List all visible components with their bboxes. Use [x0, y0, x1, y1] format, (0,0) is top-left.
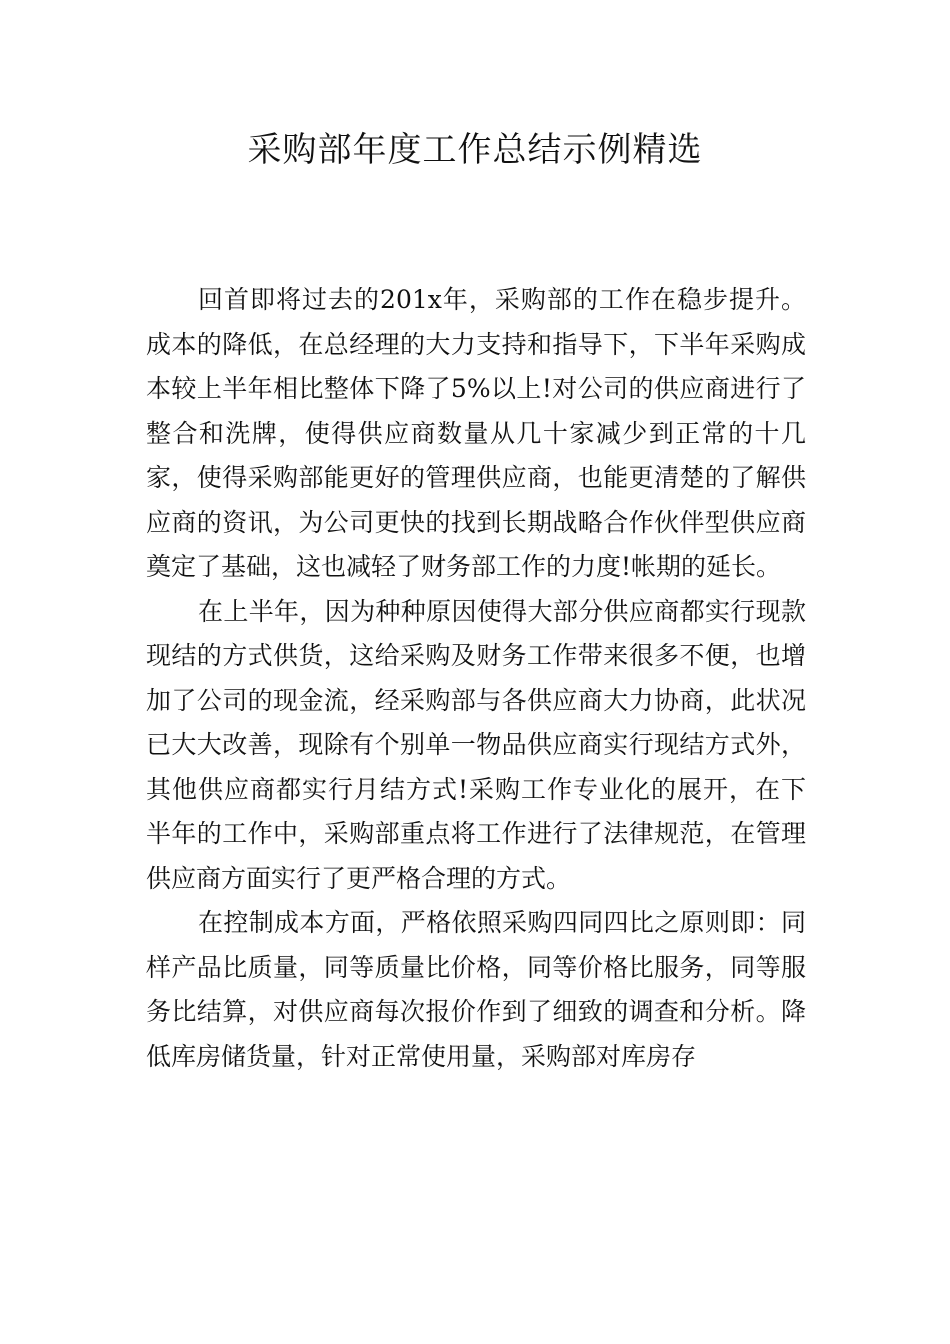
document-title: 采购部年度工作总结示例精选: [247, 130, 703, 170]
paragraph-1: 回首即将过去的201x年，采购部的工作在稳步提升。成本的降低，在总经理的大力支持和指导下，下半年采购成本较上半年相比整体下降了5%以上!对公司的供应商进行了整合和洗牌，使得供应商数量从几十家减少到正常的十几家，使得采购部能更好的管理供应商，也能更清楚的了解供应商的资讯，为公司更快的找到长期战略合作伙伴型供应商奠定了基础，这也减轻了财务部工作的力度!帐期的延长。: [146, 285, 806, 581]
document-body: [146, 278, 806, 1079]
paragraph-3: 在控制成本方面，严格依照采购四同四比之原则即：同样产品比质量，同等质量比价格，同等价格比服务，同等服务比结算，对供应商每次报价作到了细致的调查和分析。降低库房储货量，针对正常使用量，采购部对库房存: [146, 908, 806, 1071]
paragraph-2: 在上半年，因为种种原因使得大部分供应商都实行现款现结的方式供货，这给采购及财务工作带来很多不便，也增加了公司的现金流，经采购部与各供应商大力协商，此状况已大大改善，现除有个别单一物品供应商实行现结方式外，其他供应商都实行月结方式!采购工作专业化的展开，在下半年的工作中，采购部重点将工作进行了法律规范，在管理供应商方面实行了更严格合理的方式。: [146, 596, 806, 893]
